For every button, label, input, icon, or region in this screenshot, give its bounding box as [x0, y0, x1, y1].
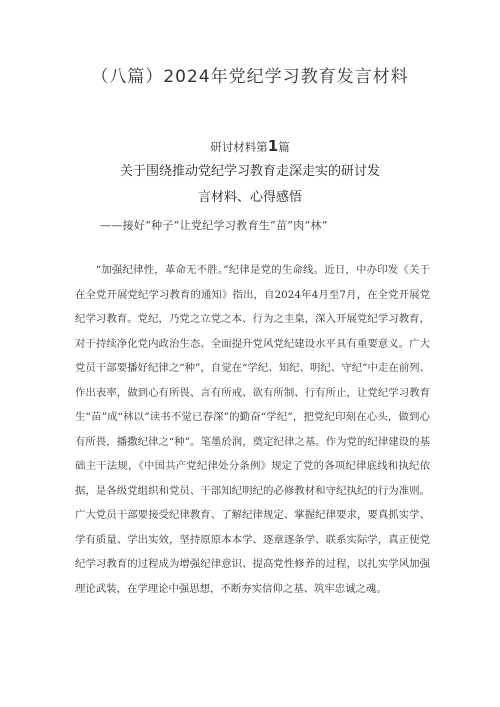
subheading [0, 137, 500, 155]
subheading-prefix: 研讨材料第 [210, 140, 268, 154]
tagline: ——接好“种子”让党纪学习教育生“苗”肉“林” [100, 219, 328, 232]
body-paragraph: “加强纪律性，革命无不胜。”纪律是党的生命线。近日，中办印发《关于在全党开展党纪学习教育的通知》指出，自2024年4月至7月，在全党开展党纪学习教育。党纪，乃党之立党之本、行为之圭臬，深入开展党纪学习教育，对于持续净化党内政治生态、全面提升党风党纪建设水平具有重要意义。广大党员干部要播好纪律之“种”，自觉在“学纪、知纪、明纪、守纪”中走在前列、作出表率，做到心有所畏、言有所戒、欲有所制、行有所止，让党纪学习教育生“苗”成“林以”读书不觉已春深”的勤奋“学纪”，把党纪印刻在心头，做到心有所畏，播撒纪律之“种”。笔墨於润，奠定纪律之基。作为党的纪律建设的基础主干法规，《中国共产党纪律处分条例》规定了党的各项纪律底线和执纪依据，是各级党组织和党员、干部知纪明纪的必修教材和守纪执纪的行为准则。广大党员干部要接受纪律教育、了解纪律规定、掌握纪律要求，要真抓实学、学有质量、学出实效，坚持原原本本学、逐章逐条学、联系实际学，真正使党纪学习教育的过程成为增强纪律意识、提高党性修养的过程，以扎实学风加强理论武装，在学理论中强思想，不断夯实信仰之基、筑牢忠诚之魂。 [75, 264, 430, 595]
heading-line-1: 关于围绕推动党纪学习教育走深走实的研讨发 [119, 164, 380, 179]
subheading-number: 1 [267, 137, 279, 155]
body-text [75, 258, 430, 601]
subheading-suffix: 篇 [278, 140, 290, 154]
heading-line-2: 言材料、心得感悟 [197, 190, 302, 205]
document-title: （八篇）2024年党纪学习教育发言材料 [91, 67, 409, 87]
